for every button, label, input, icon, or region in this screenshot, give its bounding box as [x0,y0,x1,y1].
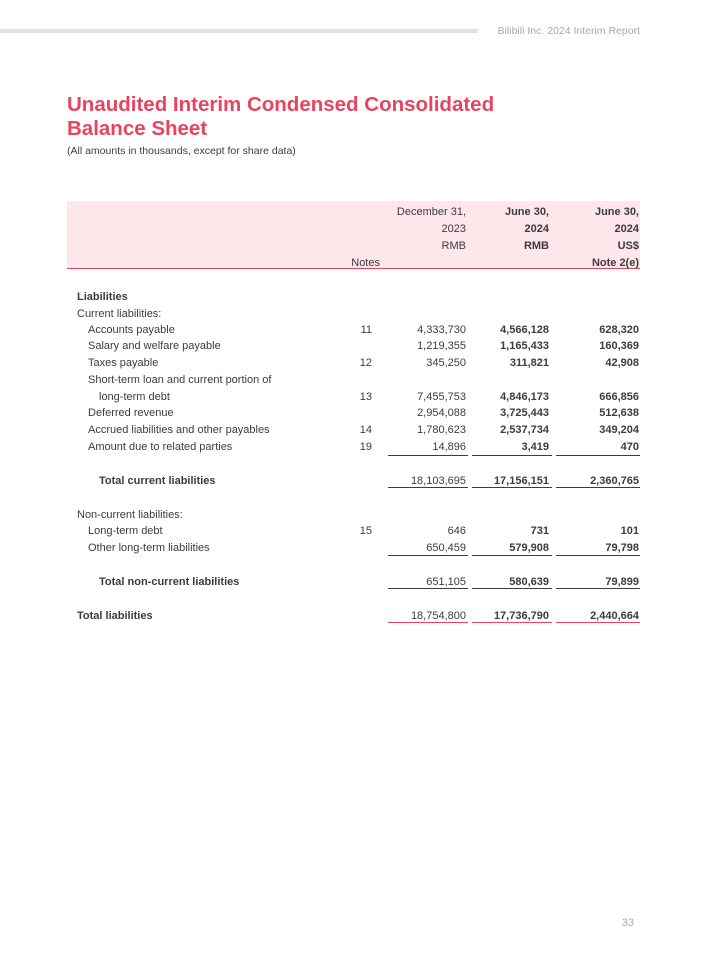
row-value-dec2023: 1,780,623 [417,424,466,436]
col-jun2024usd-line3: US$ [617,240,639,252]
col-notes-header: Notes [351,257,380,269]
page-subtitle: (All amounts in thousands, except for share data) [67,145,296,157]
row-value-jun2024-usd: 79,798 [605,542,639,554]
row-value-dec2023: 14,896 [432,441,466,453]
row-label: long-term debt [99,391,170,403]
row-value-dec2023: 7,455,753 [417,391,466,403]
row-label: Liabilities [77,291,128,303]
row-value-dec2023: 651,105 [426,576,466,588]
row-label: Long-term debt [88,525,163,537]
row-value-jun2024-rmb: 2,537,734 [500,424,549,436]
col-jun2024rmb-line2: 2024 [524,223,549,235]
rule-col2-grand-total [472,622,552,623]
row-note: 15 [359,525,372,537]
row-value-dec2023: 345,250 [426,357,466,369]
col-jun2024usd-line4: Note 2(e) [591,257,639,269]
row-value-jun2024-usd: 2,440,664 [590,610,639,622]
row-value-dec2023: 650,459 [426,542,466,554]
row-label: Short-term loan and current portion of [88,374,272,386]
row-value-jun2024-rmb: 3,725,443 [500,407,549,419]
row-value-jun2024-usd: 101 [620,525,639,537]
col-jun2024usd-line2: 2024 [614,223,639,235]
row-value-dec2023: 1,219,355 [417,340,466,352]
col-jun2024rmb-line3: RMB [523,240,549,252]
row-value-jun2024-usd: 512,638 [599,407,639,419]
row-value-jun2024-rmb: 3,419 [521,441,549,453]
row-value-jun2024-usd: 470 [620,441,639,453]
row-value-jun2024-rmb: 17,156,151 [493,475,549,487]
rule-col2-total-current [472,487,552,488]
row-label: Taxes payable [88,357,159,369]
page-title [67,93,494,141]
rule-col3-total-noncurrent [556,588,640,589]
title-line-2: Balance Sheet [67,117,208,140]
rule-col1-total-current [388,487,468,488]
rule-col1-subtotal-current [388,455,468,456]
row-label: Accrued liabilities and other payables [88,424,270,436]
rule-col3-total-current [556,487,640,488]
row-value-jun2024-usd: 628,320 [599,324,639,336]
rule-col1-subtotal-noncurrent [388,555,468,556]
row-label: Current liabilities: [77,308,162,320]
rule-col3-subtotal-current [556,455,640,456]
row-value-jun2024-usd: 42,908 [605,357,639,369]
row-note: 19 [359,441,372,453]
row-value-jun2024-usd: 349,204 [599,424,639,436]
rule-col3-subtotal-noncurrent [556,555,640,556]
row-value-jun2024-rmb: 579,908 [509,542,549,554]
rule-col2-total-noncurrent [472,588,552,589]
row-value-jun2024-usd: 2,360,765 [590,475,639,487]
row-value-jun2024-rmb: 580,639 [509,576,549,588]
row-label: Other long-term liabilities [88,542,210,554]
row-label: Accounts payable [88,324,175,336]
row-note: 12 [359,357,372,369]
row-label: Total current liabilities [99,475,216,487]
row-note: 11 [360,324,372,336]
col-dec2023-line1: December 31, [396,206,466,218]
row-value-jun2024-usd: 666,856 [599,391,639,403]
row-value-jun2024-rmb: 4,846,173 [500,391,549,403]
row-note: 13 [359,391,372,403]
row-label: Non-current liabilities: [77,509,183,521]
row-note: 14 [359,424,372,436]
rule-col1-total-noncurrent [388,588,468,589]
row-value-jun2024-rmb: 17,736,790 [493,610,549,622]
row-value-dec2023: 4,333,730 [417,324,466,336]
row-label: Deferred revenue [88,407,174,419]
running-head: Bilibili Inc. 2024 Interim Report [497,25,640,37]
col-dec2023-line3: RMB [441,240,466,252]
row-value-dec2023: 18,754,800 [410,610,466,622]
rule-col1-grand-total [388,622,468,623]
rule-col3-grand-total [556,622,640,623]
row-value-jun2024-rmb: 731 [530,525,549,537]
row-value-jun2024-usd: 160,369 [599,340,639,352]
row-label: Total liabilities [77,610,153,622]
page-number: 33 [621,917,634,929]
row-value-jun2024-rmb: 4,566,128 [500,324,549,336]
row-value-jun2024-rmb: 311,821 [509,357,549,369]
col-jun2024rmb-line1: June 30, [504,206,549,218]
row-value-jun2024-usd: 79,899 [605,576,639,588]
col-jun2024usd-line1: June 30, [594,206,639,218]
row-value-dec2023: 18,103,695 [410,475,466,487]
rule-col2-subtotal-current [472,455,552,456]
row-value-dec2023: 646 [447,525,466,537]
row-label: Salary and welfare payable [88,340,221,352]
row-label: Total non-current liabilities [99,576,240,588]
col-dec2023-line2: 2023 [441,223,466,235]
row-label: Amount due to related parties [88,441,233,453]
row-value-dec2023: 2,954,088 [417,407,466,419]
header-rule [0,29,478,33]
rule-col2-subtotal-noncurrent [472,555,552,556]
row-value-jun2024-rmb: 1,165,433 [500,340,549,352]
title-line-1: Unaudited Interim Condensed Consolidated [67,93,495,116]
